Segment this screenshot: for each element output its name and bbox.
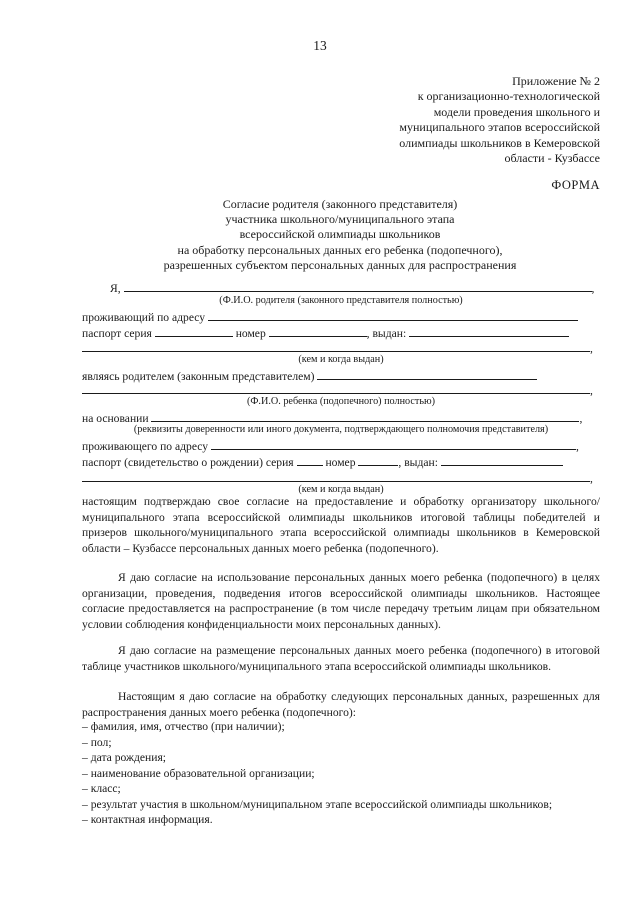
- number-label: номер: [235, 327, 266, 340]
- paragraph-consent-1: настоящим подтверждаю свое согласие на предоставление и обработку организатору школьного/муниципального этапа всероссийской олимпиады школьников итоговой таблицы победителей и призеров школьного/муниципального этапа всероссийской олимпиады школьников в Кемеровской области – Кузбассе персональных данных моего ребенка (подопечного).: [82, 495, 600, 555]
- list-item: – пол;: [82, 735, 112, 749]
- being-parent-row: [82, 368, 600, 383]
- living-label: проживающий по адресу: [82, 311, 206, 324]
- parent-name-row: [82, 280, 600, 295]
- document-title: [0, 197, 640, 273]
- issued-row: [82, 340, 600, 355]
- child-issued-by-field[interactable]: [82, 470, 590, 482]
- passport-series-field[interactable]: [155, 325, 233, 337]
- child-issued-label: , выдан:: [398, 456, 438, 469]
- child-issued-row: [82, 470, 600, 485]
- living-row: [82, 309, 600, 324]
- child-passport-row: [82, 454, 600, 469]
- paragraph-consent-3: Я даю согласие на размещение персональных данных моего ребенка (подопечного) в итоговой таблице участников школьного/муниципального этапа всероссийской олимпиады школьников.: [82, 644, 600, 673]
- comma: ,: [591, 282, 595, 295]
- paragraph-consent-4: Настоящим я даю согласие на обработку следующих персональных данных, разрешенных для распространения данных моего ребенка (подопечного):: [82, 690, 600, 719]
- appendix-line: модели проведения школьного и: [433, 104, 600, 119]
- comma: ,: [579, 412, 583, 425]
- child-address-field[interactable]: [211, 438, 576, 450]
- title-line: разрешенных субъектом персональных данных для распространения: [163, 257, 517, 272]
- child-number-field[interactable]: [358, 454, 398, 466]
- being-parent-label: являясь родителем (законным представителем): [82, 370, 315, 383]
- basis-row: [82, 410, 600, 425]
- basis-field[interactable]: [151, 410, 579, 422]
- child-name-field[interactable]: [317, 368, 537, 380]
- appendix-header: [340, 74, 600, 166]
- parent-name-field[interactable]: [124, 280, 592, 292]
- appendix-line: олимпиады школьников в Кемеровской: [399, 135, 600, 150]
- title-line: участника школьного/муниципального этапа: [225, 212, 455, 227]
- parent-address-field[interactable]: [208, 309, 578, 321]
- forma-label: ФОРМА: [551, 178, 600, 192]
- paragraph-consent-2: Я даю согласие на использование персональных данных моего ребенка (подопечного) в целях организации, проведения, подведения итогов всероссийской олимпиады школьников. Настоящее согласие предоставляется на распространение (в том числе передачу третьим лицам при обязательном условии соблюдения конфиденциальности моих персональных данных).: [82, 571, 600, 631]
- child-number-label: номер: [325, 456, 356, 469]
- parent-issued-by-field[interactable]: [82, 340, 590, 352]
- list-item: – наименование образовательной организации;: [82, 766, 315, 780]
- ya-label: Я,: [110, 282, 121, 295]
- passport-issued-field[interactable]: [409, 325, 569, 337]
- caption-issued: (кем и когда выдан): [298, 354, 384, 365]
- appendix-line: муниципального этапов всероссийской: [399, 120, 600, 135]
- child-name-row: [82, 382, 600, 397]
- appendix-line: к организационно-технологической: [417, 89, 600, 104]
- appendix-line: области - Кузбассе: [504, 151, 600, 166]
- comma: ,: [590, 472, 593, 485]
- child-name-field-cont[interactable]: [82, 382, 590, 394]
- appendix-line: Приложение № 2: [512, 74, 600, 88]
- list-item: – результат участия в школьном/муниципальном этапе всероссийской олимпиады школьников;: [82, 797, 553, 811]
- caption-parent-name: (Ф.И.О. родителя (законного представителя полностью): [219, 295, 463, 306]
- issued-label: , выдан:: [366, 327, 407, 340]
- passport-label: паспорт серия: [82, 327, 152, 340]
- comma: ,: [575, 440, 579, 453]
- comma: ,: [590, 342, 593, 355]
- child-living-row: [82, 438, 600, 453]
- comma: ,: [590, 384, 593, 397]
- personal-data-list: [82, 719, 600, 828]
- caption-child-name: (Ф.И.О. ребенка (подопечного) полностью): [246, 396, 436, 407]
- child-series-field[interactable]: [297, 454, 323, 466]
- child-passport-label: паспорт (свидетельство о рождении) серия: [82, 456, 294, 469]
- list-item: – дата рождения;: [82, 751, 167, 764]
- child-living-label: проживающего по адресу: [82, 440, 209, 453]
- title-line: на обработку персональных данных его ребенка (подопечного),: [177, 242, 503, 257]
- passport-row: [82, 325, 600, 340]
- list-item: – фамилия, имя, отчество (при наличии);: [82, 720, 285, 733]
- caption-child-issued: (кем и когда выдан): [298, 484, 384, 495]
- child-issued-field[interactable]: [441, 454, 563, 466]
- title-line: всероссийской олимпиады школьников: [239, 227, 441, 242]
- caption-basis: (реквизиты доверенности или иного документа, подтверждающего полномочия представителя): [133, 424, 549, 435]
- list-item: – контактная информация.: [82, 813, 213, 826]
- passport-number-field[interactable]: [269, 325, 367, 337]
- list-item: – класс;: [82, 782, 121, 795]
- page-number: 13: [313, 38, 327, 53]
- title-line: Согласие родителя (законного представителя): [222, 197, 458, 211]
- basis-label: на основании: [82, 412, 149, 425]
